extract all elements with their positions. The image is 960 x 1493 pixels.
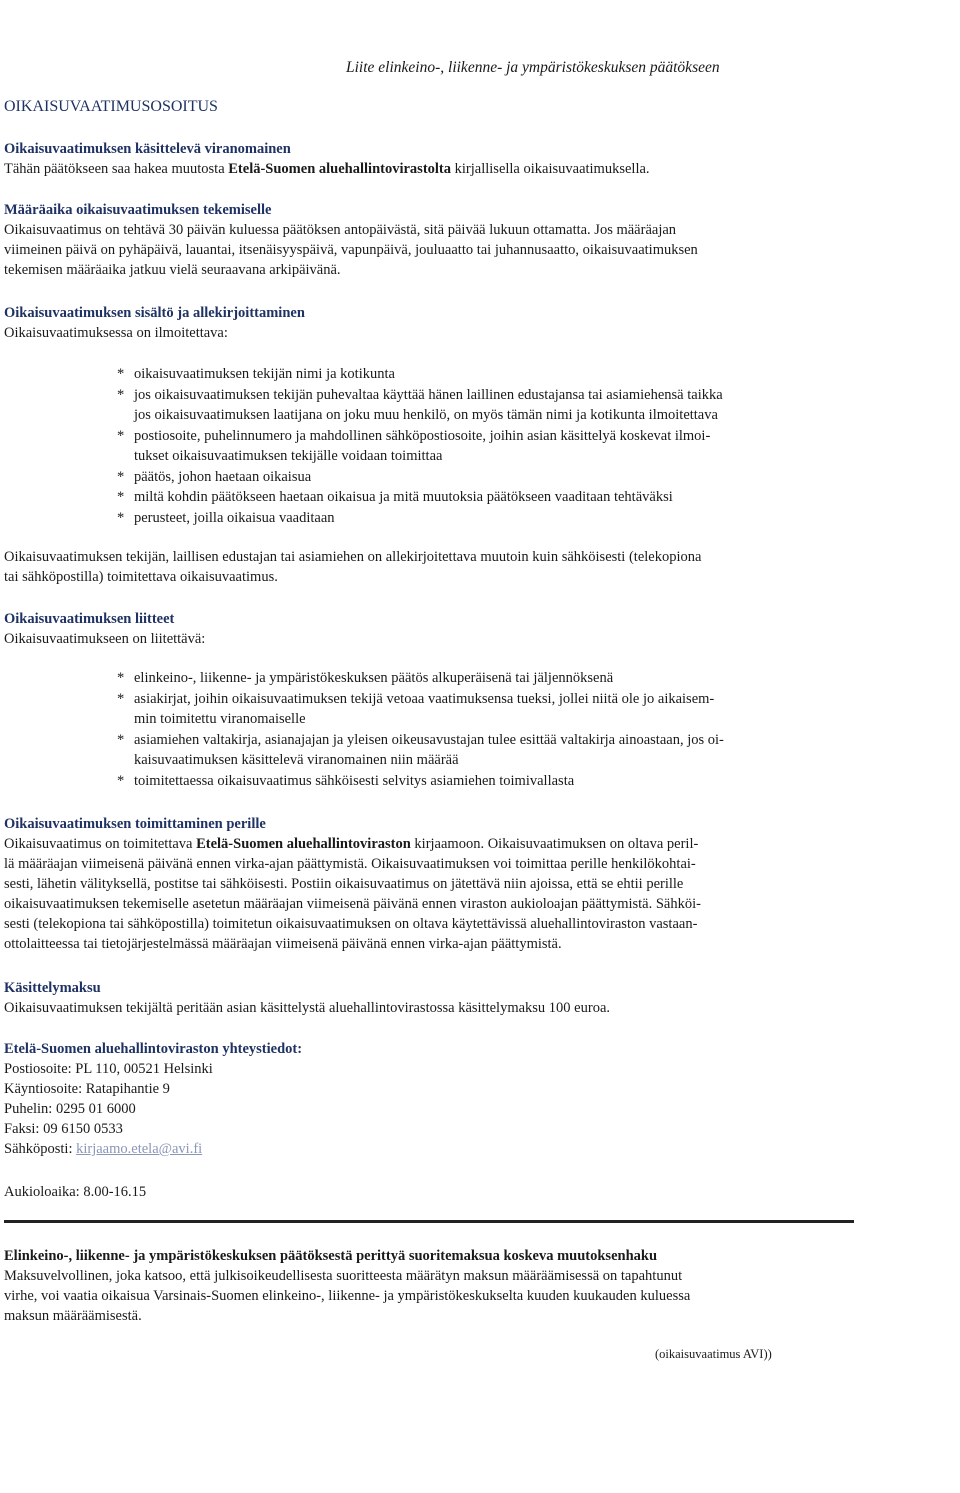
delivery-line: sesti (telekopiona tai sähköpostilla) toimitetun oikaisuvaatimuksen on oltava käytettävissä aluehallintoviraston vastaan-	[4, 916, 698, 932]
list-item: * miltä kohdin päätökseen haetaan oikaisua ja mitä muutoksia päätökseen vaaditaan tehtäväksi	[117, 489, 673, 505]
authority-heading: Oikaisuvaatimuksen käsittelevä viranomainen	[4, 141, 291, 157]
list-item: * jos oikaisuvaatimuksen tekijän puhevaltaa käyttää hänen laillinen edustajansa tai asiamiehensä taikka	[117, 386, 723, 403]
list-item-continuation: kaisuvaatimuksen käsittelevä viranomainen niin määrää	[134, 752, 459, 768]
opening-hours: Aukioloaika: 8.00-16.15	[4, 1184, 147, 1200]
delivery-line: oikaisuvaatimuksen tekemiselle asetetun määräajan viimeisenä päivänä ennen viraston aukioloajan päättymistä. Sähköi-	[4, 896, 701, 912]
contact-block	[4, 1059, 213, 1159]
footer-line: virhe, voi vaatia oikaisua Varsinais-Suomen elinkeino-, liikenne- ja ympäristökeskukselta kuuden kuukauden kuluessa	[4, 1288, 691, 1304]
content-intro: Oikaisuvaatimuksessa on ilmoitettava:	[4, 325, 228, 341]
deadline-text	[4, 220, 698, 280]
authority-text-post: kirjallisella oikaisuvaatimuksella.	[451, 161, 650, 177]
authority-name: Etelä-Suomen aluehallintovirastolta	[228, 161, 452, 177]
email-row	[4, 1139, 213, 1159]
deadline-line: viimeinen päivä on pyhäpäivä, lauantai, itsenäisyyspäivä, vapunpäivä, jouluaatto tai juhannusaatto, oikaisuvaatimuksen	[4, 242, 698, 258]
footer-heading: Elinkeino-, liikenne- ja ympäristökeskuksen päätöksestä perittyä suoritemaksua koskeva muutoksenhaku	[4, 1248, 658, 1264]
attachment-note: Liite elinkeino-, liikenne- ja ympäristökeskuksen päätökseen	[346, 59, 720, 76]
email-link[interactable]: kirjaamo.etela@avi.fi	[76, 1141, 203, 1157]
list-item: * asiamiehen valtakirja, asianajajan ja yleisen oikeusavustajan tulee esittää valtakirja ainoastaan, jos oi-	[117, 731, 724, 748]
deadline-line: Oikaisuvaatimus on tehtävä 30 päivän kuluessa päätöksen antopäivästä, sitä päivää lukuun ottamatta. Jos määräajan	[4, 222, 677, 238]
footer-line: Maksuvelvollinen, joka katsoo, että julkisoikeudellisesta suoritteesta määrätyn maksun määräämisessä on tapahtunut	[4, 1268, 683, 1284]
signing-line: Oikaisuvaatimuksen tekijän, laillisen edustajan tai asiamiehen on allekirjoitettava muutoin kuin sähköisesti (telekopiona	[4, 549, 702, 565]
delivery-line: sesti, lähetin välityksellä, postitse tai sähköisesti. Postiin oikaisuvaatimus on jätettävä niin ajoissa, että se ehtii perille	[4, 876, 684, 892]
deadline-heading: Määräaika oikaisuvaatimuksen tekemiselle	[4, 202, 272, 218]
delivery-line: ottolaitteessa tai tietojärjestelmässä määräajan viimeisenä päivänä ennen virka-ajan päättymistä.	[4, 936, 562, 952]
authority-text-pre: Tähän päätökseen saa hakea muutosta	[4, 161, 229, 177]
postal-address: Postiosoite: PL 110, 00521 Helsinki	[4, 1061, 213, 1077]
list-item: * asiakirjat, joihin oikaisuvaatimuksen tekijä vetoaa vaatimuksensa tueksi, jollei niitä ole jo aikaisem-	[117, 690, 715, 707]
footer-text	[4, 1266, 690, 1326]
section-divider	[4, 1220, 854, 1223]
list-item-continuation: tukset oikaisuvaatimuksen tekijälle voidaan toimittaa	[134, 448, 443, 464]
delivery-heading: Oikaisuvaatimuksen toimittaminen perille	[4, 816, 266, 832]
list-item: * postiosoite, puhelinnumero ja mahdollinen sähköpostiosoite, joihin asian käsittelyä koskevat ilmoi-	[117, 427, 711, 444]
delivery-line: lä määräajan viimeisenä päivänä ennen virka-ajan päättymistä. Oikaisuvaatimuksen voi toimittaa perille henkilökohtai-	[4, 856, 696, 872]
list-item: * oikaisuvaatimuksen tekijän nimi ja kotikunta	[117, 366, 395, 382]
authority-text	[4, 159, 650, 179]
delivery-authority-name: Etelä-Suomen aluehallintoviraston	[196, 836, 411, 852]
delivery-line: Oikaisuvaatimus on toimitettava Etelä-Suomen aluehallintoviraston kirjaamoon. Oikaisuvaatimuksen on oltava peril-	[4, 836, 699, 852]
fee-text: Oikaisuvaatimuksen tekijältä peritään asian käsittelystä aluehallintovirastossa käsittelymaksu 100 euroa.	[4, 1000, 611, 1016]
list-item: * perusteet, joilla oikaisua vaaditaan	[117, 509, 335, 526]
content-heading: Oikaisuvaatimuksen sisältö ja allekirjoittaminen	[4, 305, 305, 321]
content-bullet-list	[117, 364, 723, 528]
list-item: * elinkeino-, liikenne- ja ympäristökeskuksen päätös alkuperäisenä tai jäljennöksenä	[117, 670, 614, 686]
attachments-intro: Oikaisuvaatimukseen on liitettävä:	[4, 631, 206, 647]
document-code: (oikaisuvaatimus AVI))	[655, 1347, 772, 1361]
email-label: Sähköposti:	[4, 1141, 77, 1157]
list-item-continuation: jos oikaisuvaatimuksen laatijana on joku muu henkilö, on myös tämän nimi ja kotikunta ilmoitettava	[134, 407, 718, 423]
signing-line: tai sähköpostilla) toimitettava oikaisuvaatimus.	[4, 569, 278, 585]
list-item: * päätös, johon haetaan oikaisua	[117, 468, 312, 485]
list-item-continuation: min toimitettu viranomaiselle	[134, 711, 306, 727]
signing-text	[4, 547, 701, 587]
fee-heading: Käsittelymaksu	[4, 980, 101, 996]
attachments-heading: Oikaisuvaatimuksen liitteet	[4, 611, 175, 627]
contact-heading: Etelä-Suomen aluehallintoviraston yhteystiedot:	[4, 1041, 303, 1057]
fax-number: Faksi: 09 6150 0533	[4, 1121, 123, 1137]
attachments-bullet-list	[117, 668, 724, 791]
delivery-text	[4, 834, 701, 954]
footer-line: maksun määräämisestä.	[4, 1308, 142, 1324]
list-item: * toimitettaessa oikaisuvaatimus sähköisesti selvitys asiamiehen toimivallasta	[117, 772, 575, 789]
visiting-address: Käyntiosoite: Ratapihantie 9	[4, 1081, 170, 1097]
deadline-line: tekemisen määräaika jatkuu vielä seuraavana arkipäivänä.	[4, 262, 341, 278]
document-title: OIKAISUVAATIMUSOSOITUS	[4, 98, 218, 115]
phone-number: Puhelin: 0295 01 6000	[4, 1101, 136, 1117]
